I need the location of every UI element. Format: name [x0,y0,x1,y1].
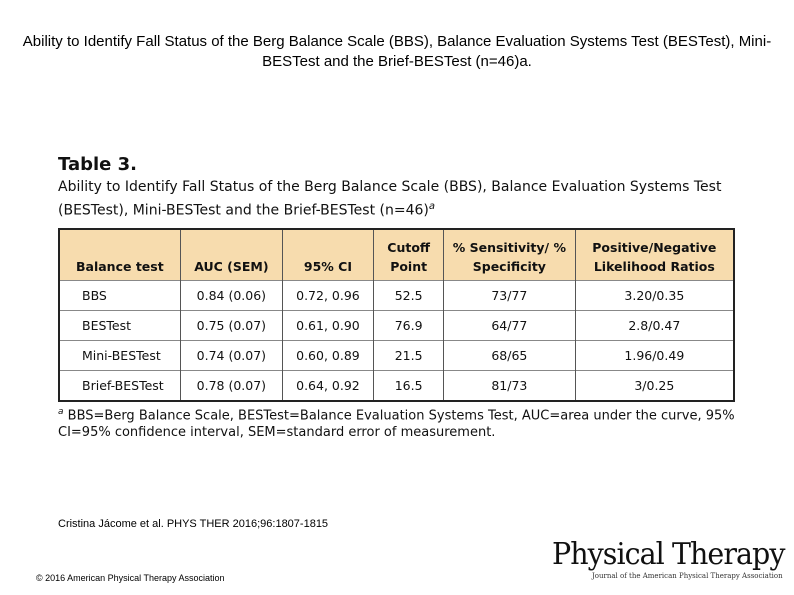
table-header-row [59,229,734,281]
table-cell: 0.75 (0.07) [181,311,283,341]
table-cell: 81/73 [444,371,576,402]
table-cell: 0.78 (0.07) [181,371,283,402]
table-caption-text: Ability to Identify Fall Status of the Berg Balance Scale (BBS), Balance Evaluation Systems Test (BESTest), Mini-BESTest and the Brief-BESTest (n=46) [58,179,722,219]
table-cell: 16.5 [374,371,444,402]
table-row [59,311,734,341]
table-footnote [58,404,748,441]
table-cell: 76.9 [374,311,444,341]
results-table [58,228,735,402]
table-row [59,341,734,371]
column-header: Positive/Negative Likelihood Ratios [575,229,734,281]
citation: Cristina Jácome et al. PHYS THER 2016;96:1807-1815 [58,518,329,530]
table-cell: 52.5 [374,281,444,311]
table-cell: 1.96/0.49 [575,341,734,371]
table-cell: 64/77 [444,311,576,341]
table-cell: 0.60, 0.89 [282,341,374,371]
table-cell: 21.5 [374,341,444,371]
footnote-marker: a [58,407,64,417]
table-cell: 0.72, 0.96 [282,281,374,311]
column-header: % Sensitivity/ % Specificity [444,229,576,281]
table-cell: 0.84 (0.06) [181,281,283,311]
table-row [59,281,734,311]
table-cell: 68/65 [444,341,576,371]
table-cell: 0.61, 0.90 [282,311,374,341]
column-header: 95% CI [282,229,374,281]
table-cell: 73/77 [444,281,576,311]
column-header: AUC (SEM) [181,229,283,281]
table-cell: 0.64, 0.92 [282,371,374,402]
table-cell: 3.20/0.35 [575,281,734,311]
table-cell: 2.8/0.47 [575,311,734,341]
caption-footnote-marker: a [428,201,436,212]
slide-title: Ability to Identify Fall Status of the Berg Balance Scale (BBS), Balance Evaluation Systems Test (BESTest), Mini-BESTest and the Brief-BESTest (n=46)a. [22,33,772,70]
table-row [59,371,734,402]
table-cell: Mini-BESTest [59,341,181,371]
table-caption [58,177,748,221]
table-cell: 3/0.25 [575,371,734,402]
logo-subtitle: Journal of the American Physical Therapy Association [592,572,783,580]
column-header: Balance test [59,229,181,281]
journal-logo [552,537,785,586]
column-header: Cutoff Point [374,229,444,281]
table-cell: 0.74 (0.07) [181,341,283,371]
copyright: © 2016 American Physical Therapy Association [36,573,225,583]
table-cell: Brief-BESTest [59,371,181,402]
logo-title: Physical Therapy [552,537,785,572]
table-heading: Table 3. [58,154,137,175]
table-cell: BBS [59,281,181,311]
table-cell: BESTest [59,311,181,341]
footnote-text: BBS=Berg Balance Scale, BESTest=Balance Evaluation Systems Test, AUC=area under the curve, 95% CI=95% confidence interval, SEM=standard error of measurement. [58,408,735,441]
